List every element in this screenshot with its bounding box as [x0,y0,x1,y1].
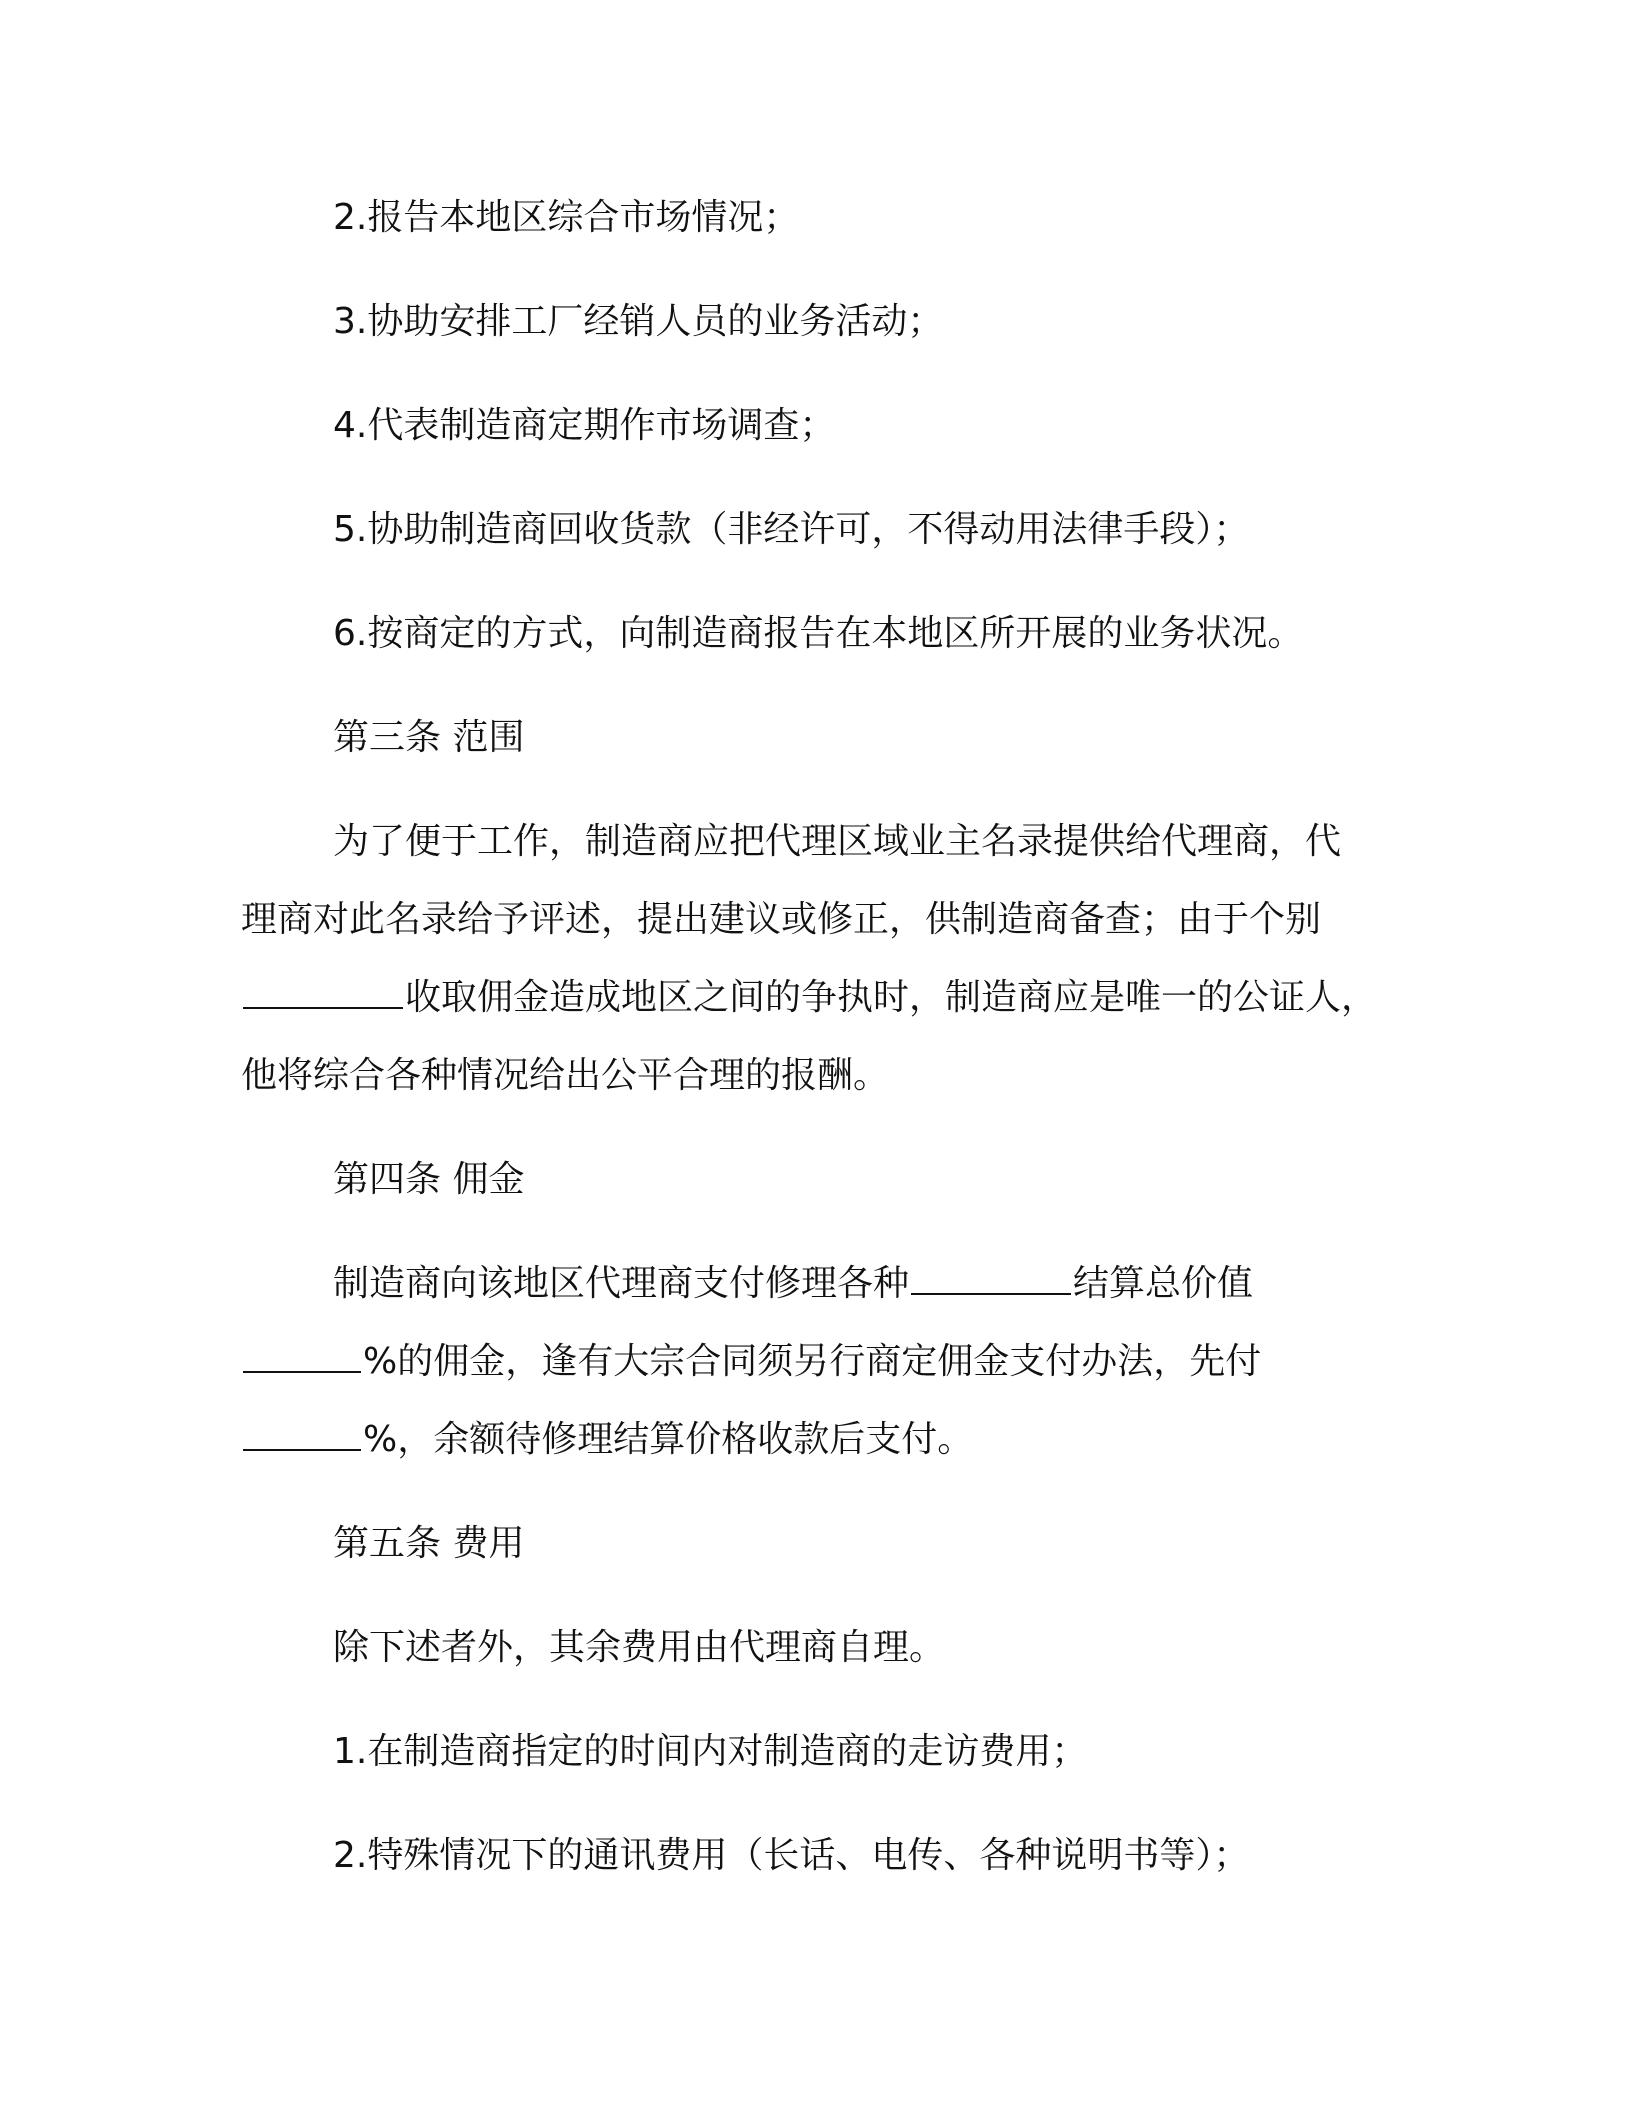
article-5-intro: 除下述者外，其余费用由代理商自理。 [333,1627,946,1668]
article-5-item-2: 2.特殊情况下的通讯费用（长话、电传、各种说明书等）； [333,1835,1250,1876]
article-3-line-1: 为了便于工作，制造商应把代理区域业主名录提供给代理商，代 [333,821,1342,862]
fill-blank [243,1415,361,1451]
article-4-line-2: %的佣金，逢有大宗合同须另行商定佣金支付办法，先付 [241,1336,1261,1388]
article-3-line-2: 理商对此名录给予评述，提出建议或修正，供制造商备查；由于个别 [241,899,1322,940]
article-5-heading: 第五条 费用 [333,1523,525,1564]
item-4: 4.代表制造商定期作市场调查； [333,405,836,446]
item-3: 3.协助安排工厂经销人员的业务活动； [333,301,944,342]
fill-blank [243,1337,361,1373]
item-5: 5.协助制造商回收货款（非经许可，不得动用法律手段）； [333,509,1250,550]
item-2: 2.报告本地区综合市场情况； [333,197,800,238]
article-3-line-4: 他将综合各种情况给出公平合理的报酬。 [241,1055,890,1096]
item-6: 6.按商定的方式，向制造商报告在本地区所开展的业务状况。 [333,613,1304,654]
article-3-heading: 第三条 范围 [333,717,525,758]
fill-blank [243,973,403,1009]
article-4-line-1: 制造商向该地区代理商支付修理各种 结算总价值 [333,1258,1253,1310]
article-3-line-3: 收取佣金造成地区之间的争执时，制造商应是唯一的公证人， [241,972,1377,1024]
article-4-heading: 第四条 佣金 [333,1159,525,1200]
fill-blank [911,1259,1071,1295]
article-5-item-1: 1.在制造商指定的时间内对制造商的走访费用； [333,1731,1088,1772]
article-4-line-3: %，余额待修理结算价格收款后支付。 [241,1414,973,1466]
